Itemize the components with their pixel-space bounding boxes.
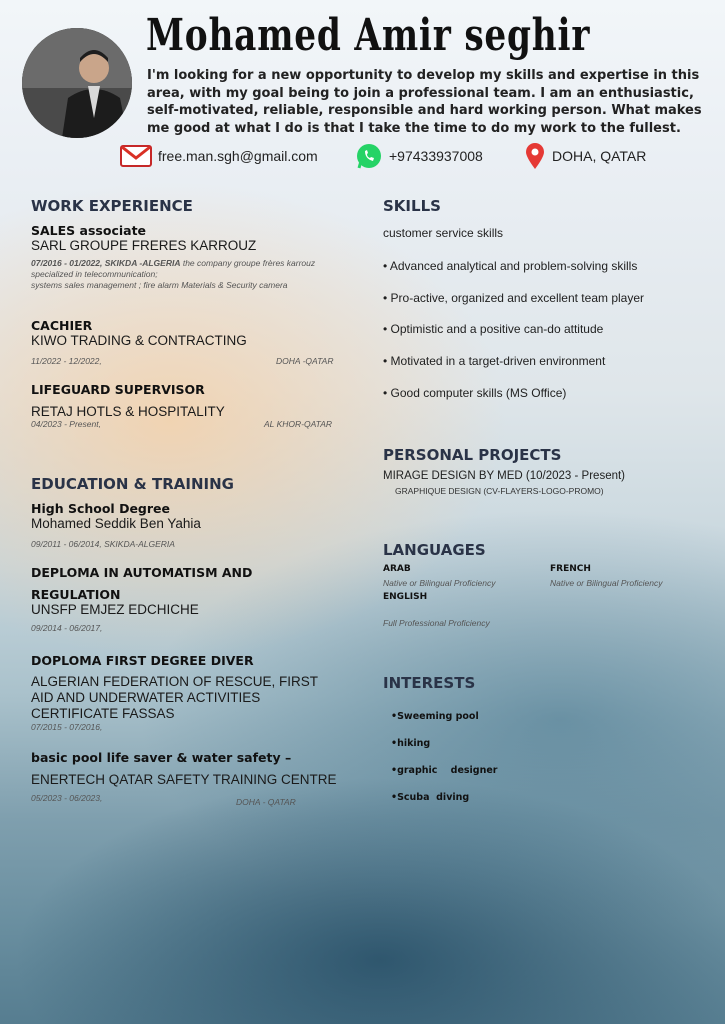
language-level: Native or Bilingual Proficiency — [550, 578, 663, 588]
education-heading: EDUCATION & TRAINING — [31, 475, 234, 493]
job-title: LIFEGUARD SUPERVISOR — [31, 382, 205, 397]
education-org-line-2: AID AND UNDERWATER ACTIVITIES — [31, 690, 261, 705]
contact-email[interactable] — [120, 143, 318, 169]
education-org: UNSFP EMJEZ EDCHICHE — [31, 602, 199, 617]
education-org: Mohamed Seddik Ben Yahia — [31, 516, 201, 531]
education-org-line-3: CERTIFICATE FASSAS — [31, 706, 175, 721]
job-company: KIWO TRADING & CONTRACTING — [31, 333, 247, 348]
language-name: ARAB — [383, 564, 411, 574]
job-date: 04/2023 - Present, — [31, 419, 101, 429]
job-note-2: systems sales management ; fire alarm Materials & Security camera — [31, 280, 288, 290]
education-date: 09/2011 - 06/2014, SKIKDA-ALGERIA — [31, 539, 175, 549]
language-level: Full Professional Proficiency — [383, 618, 490, 628]
job-date: 11/2022 - 12/2022, — [31, 356, 102, 366]
project-title: MIRAGE DESIGN BY MED (10/2023 - Present) — [383, 470, 626, 482]
language-level: Native or Bilingual Proficiency — [383, 578, 496, 588]
profile-summary: I'm looking for a new opportunity to develop my skills and expertise in this area, with my goal being to join a professional team. I am an enthusiastic, self-motivated, reliable, responsible and hard working person. What makes me good at what I do is that I take the time to do my work to the fullest. — [147, 68, 702, 136]
interest-item: •graphic designer — [391, 765, 498, 776]
education-org-line-1: ALGERIAN FEDERATION OF RESCUE, FIRST — [31, 674, 319, 689]
education-title: basic pool life saver & water safety – — [31, 750, 292, 765]
work-experience-heading: WORK EXPERIENCE — [31, 197, 193, 215]
projects-heading: PERSONAL PROJECTS — [383, 446, 562, 464]
job-company: SARL GROUPE FRERES KARROUZ — [31, 238, 257, 253]
contact-phone[interactable] — [355, 143, 483, 169]
education-org: ENERTECH QATAR SAFETY TRAINING CENTRE — [31, 772, 337, 787]
interest-item: •Scuba diving — [391, 792, 470, 803]
languages-heading: LANGUAGES — [383, 541, 486, 559]
job-title: CACHIER — [31, 318, 93, 333]
education-title: High School Degree — [31, 501, 170, 516]
skill-item: • Motivated in a target-driven environment — [383, 354, 606, 368]
education-date: 09/2014 - 06/2017, — [31, 623, 103, 633]
job-place: SKIKDA -ALGERIA — [104, 258, 181, 268]
language-name: FRENCH — [550, 564, 591, 574]
education-place: DOHA - QATAR — [236, 797, 296, 807]
job-date: 07/2016 - 01/2022, — [31, 258, 103, 268]
full-name: Mohamed Amir seghir — [146, 10, 591, 61]
phone-text: +97433937008 — [389, 148, 483, 164]
education-date: 05/2023 - 06/2023, — [31, 793, 103, 803]
whatsapp-icon — [355, 142, 383, 170]
skill-intro: customer service skills — [383, 226, 504, 240]
location-pin-icon — [524, 142, 546, 170]
language-name: ENGLISH — [383, 592, 428, 602]
skill-item: • Advanced analytical and problem-solving skills — [383, 259, 638, 273]
location-text: DOHA, QATAR — [552, 148, 647, 164]
project-desc: GRAPHIQUE DESIGN (CV-FLAYERS-LOGO-PROMO) — [395, 486, 604, 496]
interest-item: •Sweeming pool — [391, 711, 479, 722]
education-title-line-2: REGULATION — [31, 587, 121, 602]
skill-item: • Optimistic and a positive can-do attitude — [383, 322, 604, 336]
education-date: 07/2015 - 07/2016, — [31, 722, 103, 732]
skills-heading: SKILLS — [383, 197, 441, 215]
skill-item: • Good computer skills (MS Office) — [383, 386, 567, 400]
skill-item: • Pro-active, organized and excellent team player — [383, 291, 645, 305]
job-company: RETAJ HOTLS & HOSPITALITY — [31, 404, 225, 419]
job-title: SALES associate — [31, 223, 147, 238]
job-note: the company groupe frères karrouz specialized in telecommunication; — [31, 258, 316, 279]
job-place: AL KHOR-QATAR — [264, 419, 333, 429]
job-place: DOHA -QATAR — [276, 356, 334, 366]
profile-photo — [22, 28, 132, 138]
email-text: free.man.sgh@gmail.com — [158, 148, 318, 164]
education-org — [31, 674, 318, 722]
education-title: DOPLOMA FIRST DEGREE DIVER — [31, 653, 254, 668]
gmail-icon — [120, 144, 152, 168]
education-title: DEPLOMA IN AUTOMATISM AND — [31, 565, 253, 580]
interest-item: •hiking — [391, 738, 431, 749]
contact-location — [524, 143, 646, 169]
interests-heading: INTERESTS — [383, 674, 476, 692]
job-meta — [31, 258, 351, 291]
